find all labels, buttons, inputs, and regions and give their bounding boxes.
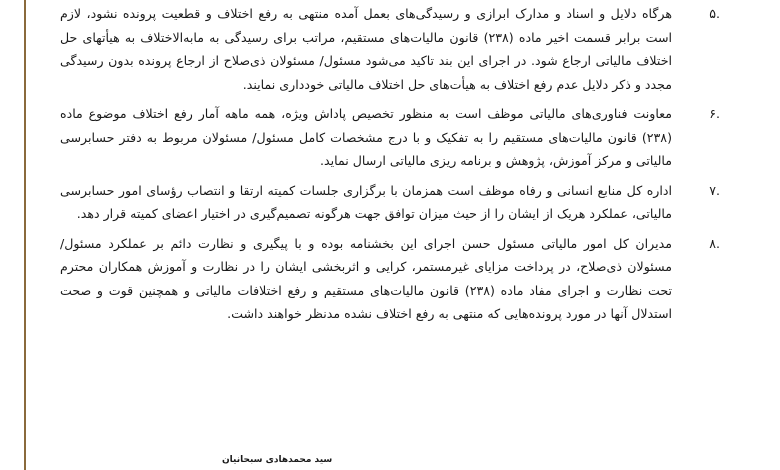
document-body [60, 2, 720, 332]
clause-8 [60, 232, 720, 326]
clause-6 [60, 102, 720, 173]
signatory-name: سید محمدهادی سبحانیان [222, 455, 333, 465]
clause-7 [60, 179, 720, 226]
clause-text: معاونت فناوری‌های مالیاتی موظف است به منظور تخصیص پاداش ویژه، همه ماهه آمار رفع اختلاف موضوع ماده (۲۳۸) قانون مالیات‌های مستقیم را به تفکیک و با درج مشخصات کامل مسئول/ مسئولان مربوط به دفتر حسابرسی مالیاتی و مرکز آموزش، پژوهش و برنامه ریزی مالیاتی ارسال نماید. [60, 106, 672, 168]
page-margin-rule [24, 0, 26, 470]
clause-5 [60, 2, 720, 96]
clause-text: اداره کل منابع انسانی و رفاه موظف است همزمان با برگزاری جلسات کمیته ارتقا و انتصاب رؤسای امور حسابرسی مالیاتی، عملکرد هریک از ایشان را از حیث میزان توافق جهت هرگونه تصمیم‌گیری در اختیار اعضای کمیته قرار دهد. [60, 182, 672, 221]
clause-number: ۶. [709, 106, 720, 121]
clause-text: هرگاه دلایل و اسناد و مدارک ابرازی و رسیدگی‌های بعمل آمده منتهی به رفع اختلاف و قطعیت پرونده نشود، لازم است برابر قسمت اخیر ماده (۲۳۸) قانون مالیات‌های مستقیم، مراتب برای رسیدگی به مابه‌الاختلاف به هیأتهای حل اختلاف مالیاتی ارجاع شود. در اجرای این بند تاکید می‌شود مسئول/ مسئولان ذی‌صلاح از ارجاع پرونده بدون رسیدگی مجدد و ذکر دلایل عدم رفع اختلاف به هیأت‌های حل اختلاف مالیاتی خودداری نمایند. [60, 6, 672, 92]
clause-number: ۵. [709, 6, 720, 21]
clause-number: ۸. [709, 235, 720, 251]
clause-text: مدیران کل امور مالیاتی مسئول حسن اجرای این بخشنامه بوده و با پیگیری و نظارت دائم بر عملکرد مسئول/ مسئولان ذی‌صلاح، در پرداخت مزایای غیرمستمر، کرایی و اثربخشی ایشان را در نظارت و آموزش همکاران محترم تحت نظارت و اجرای مفاد ماده (۲۳۸) قانون مالیات‌های مستقیم و رفع اختلافات مالیاتی و همچنین قوت و صحت استدلال آنها در مورد پرونده‌هایی که منتهی به رفع اختلاف نشده مدنظر خواهند داشت. [60, 235, 672, 321]
clause-number: ۷. [709, 182, 720, 198]
